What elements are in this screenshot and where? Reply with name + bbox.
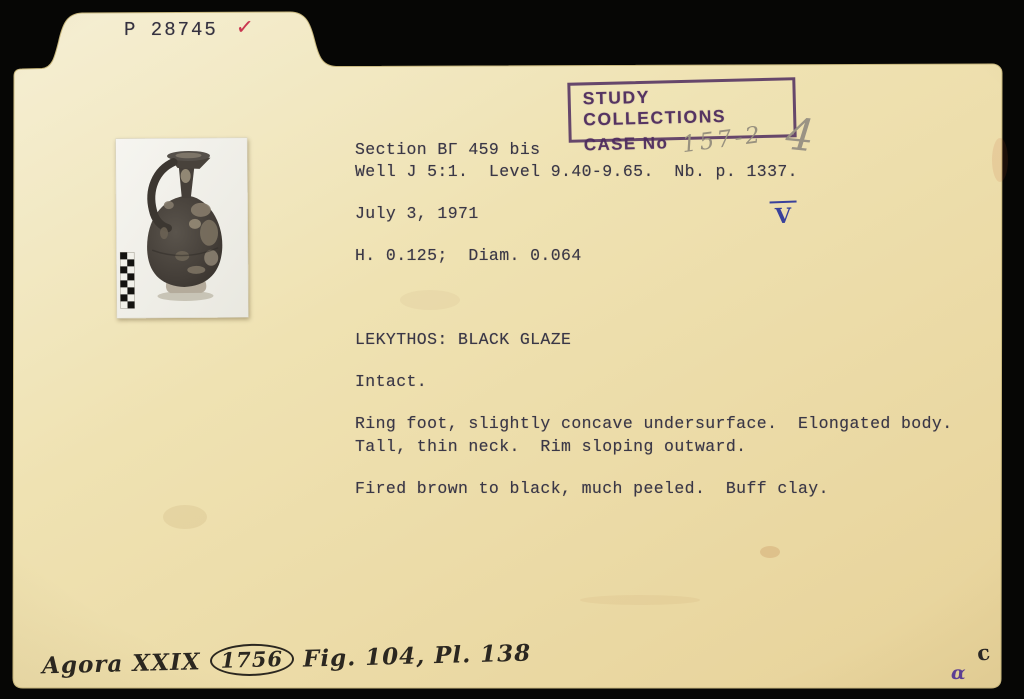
case-number-label: CASE No [583, 133, 669, 155]
condition-line: Intact. [355, 372, 428, 391]
ink-numeral: V [770, 201, 798, 229]
provenance-line: Well J 5:1. Level 9.40-9.65. Nb. p. 1337. [355, 162, 798, 181]
artifact-photo [115, 138, 248, 319]
object-title: LEKYTHOS: BLACK GLAZE [355, 330, 572, 349]
publication-name: Agora XXIX [41, 647, 201, 679]
description-line: Ring foot, slightly concave undersurface. Elongated body. [355, 414, 953, 433]
study-collections-stamp [567, 77, 796, 159]
corner-letter: c [975, 639, 992, 666]
stamp-title: STUDY COLLECTIONS [582, 86, 727, 130]
pencil-number: 4 [783, 108, 817, 163]
dimensions-line: H. 0.125; Diam. 0.064 [355, 246, 582, 265]
date-line: July 3, 1971 [355, 204, 479, 223]
description-line: Fired brown to black, much peeled. Buff clay. [355, 479, 829, 498]
catalog-number: P 28745 [124, 19, 218, 41]
case-number-value: 157-2 [680, 121, 765, 159]
check-icon: ✓ [235, 14, 255, 40]
scale-bar [120, 252, 134, 308]
description-line: Tall, thin neck. Rim sloping outward. [355, 437, 747, 456]
corner-alpha-mark: α [951, 662, 966, 684]
circled-inventory-number: 1756 [209, 643, 294, 677]
section-line: Section ΒΓ 459 bis [355, 140, 541, 159]
figure-plate-reference: Fig. 104, Pl. 138 [302, 639, 532, 673]
